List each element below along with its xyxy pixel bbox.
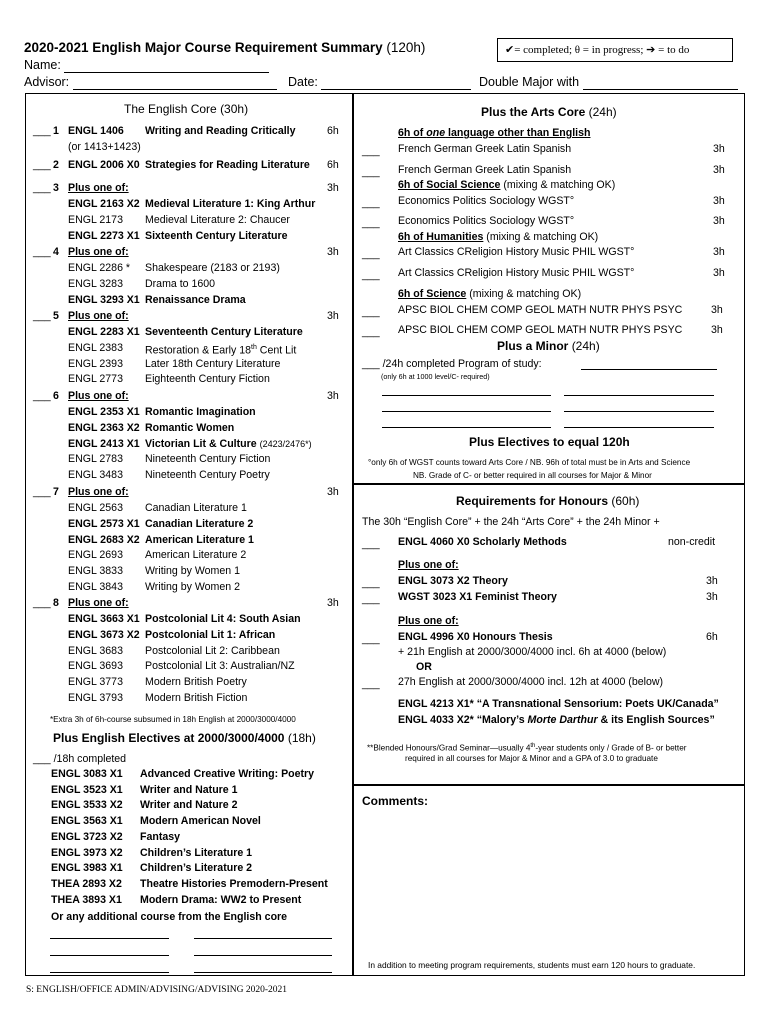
footer-path: S: ENGLISH/OFFICE ADMIN/ADVISING/ADVISING 2020-2021 (26, 985, 287, 995)
non-credit-label: non-credit (668, 536, 716, 548)
course-name: Renaissance Drama (145, 293, 246, 306)
course-name: Later 18th Century Literature (145, 357, 281, 370)
course-name: Restoration & Early 18th Cent Lit (145, 343, 297, 357)
course-code: ENGL 2393 (68, 357, 123, 370)
double-major-field[interactable]: Double Major with (479, 75, 738, 90)
subject-options: Art Classics CReligion History Music PHIL WGST° (398, 246, 635, 258)
checkbox-honours[interactable]: ___ (362, 678, 380, 690)
grade-note: NB. Grade of C- or better required in all courses for Major & Minor (413, 471, 652, 480)
advisor-field[interactable]: Advisor: (24, 75, 277, 90)
minor-blank-line[interactable] (382, 395, 551, 396)
credit-hours: 3h (713, 164, 725, 176)
credit-hours: 3h (713, 215, 725, 227)
credit-hours: 3h (327, 246, 339, 258)
course-name: Eighteenth Century Fiction (145, 373, 270, 386)
course-name: Writer and Nature 2 (140, 799, 238, 812)
minor-note: (only 6h at 1000 level/C- required) (381, 372, 490, 381)
name-field[interactable]: Name: (24, 58, 269, 73)
core-item-number: 7 (53, 486, 59, 498)
credit-hours: 3h (713, 246, 725, 258)
date-field[interactable]: Date: (288, 75, 471, 90)
arts-core-title: Plus the Arts Core (24h) (481, 105, 617, 119)
checkbox-arts[interactable]: ___ (362, 197, 380, 209)
course-code: ENGL 3523 X1 (51, 783, 123, 796)
checkbox-arts[interactable]: ___ (362, 145, 380, 157)
page-title: 2020-2021 English Major Course Requirement Summary (120h) (24, 40, 426, 55)
seminar-course: ENGL 4213 X1* “A Transnational Sensorium: Poets UK/Canada” (398, 698, 719, 710)
credit-hours: 3h (711, 324, 723, 336)
course-code: ENGL 3293 X1 (68, 293, 140, 306)
course-code: ENGL 2283 X1 (68, 326, 140, 338)
course-code: ENGL 2006 X0 (68, 159, 140, 171)
checkbox-core-8[interactable]: ___ (33, 597, 51, 609)
elective-blank-line[interactable] (194, 972, 332, 973)
language-heading: 6h of one language other than English (398, 127, 591, 139)
course-name: Postcolonial Lit 4: South Asian (145, 613, 301, 625)
course-name: Seventeenth Century Literature (145, 326, 303, 338)
checkbox-honours[interactable]: ___ (362, 633, 380, 645)
course-code: ENGL 2683 X2 (68, 533, 140, 546)
course-name: Postcolonial Lit 1: African (145, 628, 276, 641)
minor-title: Plus a Minor (24h) (497, 339, 600, 353)
elective-blank-line[interactable] (194, 938, 332, 939)
course-name: American Literature 1 (145, 533, 254, 546)
electives-completed-field[interactable]: ___ /18h completed (33, 753, 127, 765)
electives-total-title: Plus Electives to equal 120h (469, 435, 630, 449)
credit-hours: 3h (711, 304, 723, 316)
checkbox-arts[interactable]: ___ (362, 269, 380, 281)
comments-box[interactable] (353, 785, 745, 976)
course-name: Writer and Nature 1 (140, 783, 238, 796)
course-name: American Literature 2 (145, 549, 247, 562)
course-name: Romantic Imagination (145, 406, 256, 418)
checkbox-core-6[interactable]: ___ (33, 390, 51, 402)
checkbox-arts[interactable]: ___ (362, 217, 380, 229)
minor-blank-line[interactable] (564, 427, 714, 428)
course-thesis: ENGL 4996 X0 Honours Thesis (398, 631, 553, 643)
course-code: ENGL 3483 (68, 469, 123, 482)
status-legend: ✔= completed; θ = in progress; ➔ = to do (497, 38, 733, 62)
gpa-note: required in all courses for Major & Minor and a GPA of 3.0 to graduate (405, 754, 658, 763)
course-name: Advanced Creative Writing: Poetry (140, 768, 315, 780)
checkbox-honours[interactable]: ___ (362, 577, 380, 589)
course-code: ENGL 2163 X2 (68, 198, 140, 210)
comments-label: Comments: (362, 794, 429, 808)
plus-one-of-label: Plus one of: (68, 310, 129, 322)
credit-hours: 3h (327, 597, 339, 609)
course-name: Canadian Literature 2 (145, 517, 254, 530)
course-code: ENGL 3983 X1 (51, 862, 123, 875)
course-name: Children’s Literature 1 (140, 846, 253, 859)
subject-options: French German Greek Latin Spanish (398, 143, 572, 155)
course-code: ENGL 3283 (68, 277, 123, 290)
course-name: Sixteenth Century Literature (145, 229, 288, 242)
credit-hours: 3h (327, 486, 339, 498)
checkbox-honours[interactable]: ___ (362, 538, 380, 550)
course-name: Postcolonial Lit 3: Australian/NZ (145, 660, 295, 673)
course-code: THEA 2893 X2 (51, 877, 122, 890)
subject-options: Economics Politics Sociology WGST° (398, 195, 575, 207)
subject-options: Art Classics CReligion History Music PHIL WGST° (398, 267, 635, 279)
credit-hours: 3h (327, 310, 339, 322)
credit-hours: 3h (713, 143, 725, 155)
course-name: Canadian Literature 1 (145, 502, 247, 514)
electives-title: Plus English Electives at 2000/3000/4000 (18h) (53, 731, 316, 745)
credit-hours: 3h (706, 591, 718, 603)
course-code: ENGL 2286 * (68, 262, 131, 274)
course-name: Medieval Literature 2: Chaucer (145, 213, 290, 226)
elective-blank-line[interactable] (50, 938, 169, 939)
course-code: ENGL 2413 X1 (68, 437, 140, 450)
course-code: THEA 3893 X1 (51, 893, 122, 906)
credit-hours: 3h (706, 575, 718, 587)
course-name: Writing by Women 1 (145, 565, 240, 578)
checkbox-core-1[interactable]: ___ (33, 125, 51, 137)
checkbox-core-3[interactable]: ___ (33, 182, 51, 194)
course-code: ENGL 2573 X1 (68, 517, 140, 530)
course-code: ENGL 2773 (68, 373, 123, 386)
checkbox-arts[interactable]: ___ (362, 306, 380, 318)
course-code: ENGL 3083 X1 (51, 768, 123, 780)
credit-hours: 6h (327, 159, 339, 171)
course-code: ENGL 3533 X2 (51, 799, 123, 812)
wgst-note: °only 6h of WGST counts toward Arts Core / NB. 96h of total must be in Arts and Science (368, 458, 691, 467)
checkbox-arts[interactable]: ___ (362, 248, 380, 260)
core-footnote: *Extra 3h of 6h-course subsumed in 18h English at 2000/3000/4000 (50, 715, 296, 724)
checkbox-arts[interactable]: ___ (362, 166, 380, 178)
course-feminist-theory: WGST 3023 X1 Feminist Theory (398, 591, 557, 603)
credit-hours: 3h (713, 267, 725, 279)
checkbox-arts[interactable]: ___ (362, 326, 380, 338)
core-item-number: 4 (53, 246, 59, 258)
credit-hours: 3h (327, 182, 339, 194)
course-code: ENGL 3723 X2 (51, 830, 123, 843)
elective-blank-line[interactable] (194, 955, 332, 956)
core-item-number: 8 (53, 597, 59, 609)
course-theory: ENGL 3073 X2 Theory (398, 575, 508, 587)
course-code: ENGL 2353 X1 (68, 406, 140, 418)
honours-option-27h: 27h English at 2000/3000/4000 incl. 12h at 4000 (below) (398, 676, 664, 688)
course-name: Writing and Reading Critically (145, 125, 296, 137)
checkbox-core-5[interactable]: ___ (33, 310, 51, 322)
course-code: ENGL 2273 X1 (68, 229, 140, 242)
credit-hours: 6h (327, 125, 339, 137)
minor-completed-field[interactable]: ___ /24h completed Program of study: (362, 358, 542, 370)
subject-options: French German Greek Latin Spanish (398, 164, 572, 176)
course-name: Shakespeare (2183 or 2193) (145, 262, 280, 274)
program-of-study-line[interactable] (581, 369, 717, 370)
credit-hours: 6h (706, 631, 718, 643)
plus-one-of-label: Plus one of: (68, 182, 129, 194)
course-code: ENGL 3973 X2 (51, 846, 123, 859)
course-name: Victorian Lit & Culture (2423/2476*) (145, 437, 312, 450)
honours-option-21h: + 21h English at 2000/3000/4000 incl. 6h at 4000 (below) (398, 646, 667, 658)
course-code: ENGL 2563 (68, 502, 123, 514)
social-science-heading: 6h of Social Science (mixing & matching OK) (398, 179, 616, 191)
course-code: ENGL 3793 (68, 692, 123, 704)
english-core-title: The English Core (30h) (124, 102, 249, 116)
graduation-note: In addition to meeting program requirements, students must earn 120 hours to graduate. (368, 960, 696, 970)
minor-blank-line[interactable] (564, 395, 714, 396)
plus-one-of-label: Plus one of: (68, 597, 129, 609)
course-methods: ENGL 4060 X0 Scholarly Methods (398, 536, 567, 548)
course-code: ENGL 3673 X2 (68, 628, 140, 641)
course-code: ENGL 3693 (68, 660, 123, 673)
plus-one-of-label: Plus one of: (68, 390, 129, 402)
course-code: ENGL 3563 X1 (51, 815, 123, 828)
honours-intro: The 30h “English Core” + the 24h “Arts Core” + the 24h Minor + (362, 516, 660, 528)
checkbox-honours[interactable]: ___ (362, 593, 380, 605)
course-name: Modern American Novel (140, 815, 261, 828)
core-item-number: 5 (53, 310, 59, 322)
checkbox-core-7[interactable]: ___ (33, 486, 51, 498)
seminar-course: ENGL 4033 X2* “Malory’s Morte Darthur & its English Sources” (398, 714, 715, 726)
minor-blank-line[interactable] (564, 411, 714, 412)
course-name: Modern British Fiction (145, 692, 248, 704)
honours-title: Requirements for Honours (60h) (456, 494, 640, 508)
course-name: Medieval Literature 1: King Arthur (145, 198, 316, 210)
core-item-number: 1 (53, 125, 59, 137)
core-item-number: 2 (53, 159, 59, 171)
humanities-heading: 6h of Humanities (mixing & matching OK) (398, 231, 599, 243)
course-name: Theatre Histories Premodern-Present (140, 877, 328, 890)
plus-one-of-label: Plus one of: (68, 246, 129, 258)
course-code: ENGL 3683 (68, 644, 123, 657)
course-code: ENGL 1406 (68, 125, 124, 137)
course-name: Nineteenth Century Poetry (145, 469, 270, 482)
seminar-note: **Blended Honours/Grad Seminar—usually 4th-year students only / Grade of B- or better (367, 743, 687, 753)
course-code: ENGL 2783 (68, 453, 123, 466)
subject-options: APSC BIOL CHEM COMP GEOL MATH NUTR PHYS PSYC (398, 324, 683, 336)
electives-any-note: Or any additional course from the English core (51, 911, 288, 923)
minor-blank-line[interactable] (382, 411, 551, 412)
course-code: ENGL 3833 (68, 565, 123, 578)
course-name: Drama to 1600 (145, 277, 216, 290)
course-code: ENGL 3773 (68, 676, 123, 689)
plus-one-of-label: Plus one of: (398, 615, 459, 627)
plus-one-of-label: Plus one of: (398, 559, 459, 571)
course-code: ENGL 3663 X1 (68, 613, 140, 625)
elective-blank-line[interactable] (50, 955, 169, 956)
checkbox-core-4[interactable]: ___ (33, 246, 51, 258)
course-code: ENGL 2363 X2 (68, 421, 140, 434)
course-name: Modern British Poetry (145, 676, 247, 689)
course-name: Nineteenth Century Fiction (145, 453, 271, 466)
credit-hours: 3h (327, 390, 339, 402)
course-code: ENGL 2693 (68, 549, 123, 562)
plus-one-of-label: Plus one of: (68, 486, 129, 498)
course-name: Postcolonial Lit 2: Caribbean (145, 644, 280, 657)
checkbox-core-2[interactable]: ___ (33, 159, 51, 171)
course-name: Fantasy (140, 830, 181, 843)
or-label: OR (416, 661, 432, 673)
course-code: ENGL 3843 (68, 581, 123, 593)
course-name: Strategies for Reading Literature (145, 159, 310, 171)
course-name: Modern Drama: WW2 to Present (140, 893, 302, 906)
credit-hours: 3h (713, 195, 725, 207)
course-alternative: (or 1413+1423) (68, 141, 141, 153)
course-code: ENGL 2173 (68, 213, 123, 226)
elective-blank-line[interactable] (50, 972, 169, 973)
subject-options: Economics Politics Sociology WGST° (398, 215, 575, 227)
course-name: Writing by Women 2 (145, 581, 240, 593)
science-heading: 6h of Science (mixing & matching OK) (398, 288, 582, 300)
minor-blank-line[interactable] (382, 427, 551, 428)
course-code: ENGL 2383 (68, 341, 123, 354)
subject-options: APSC BIOL CHEM COMP GEOL MATH NUTR PHYS PSYC (398, 304, 683, 316)
core-item-number: 6 (53, 390, 59, 402)
core-item-number: 3 (53, 182, 59, 194)
course-name: Romantic Women (145, 421, 235, 434)
course-name: Children’s Literature 2 (140, 862, 253, 875)
